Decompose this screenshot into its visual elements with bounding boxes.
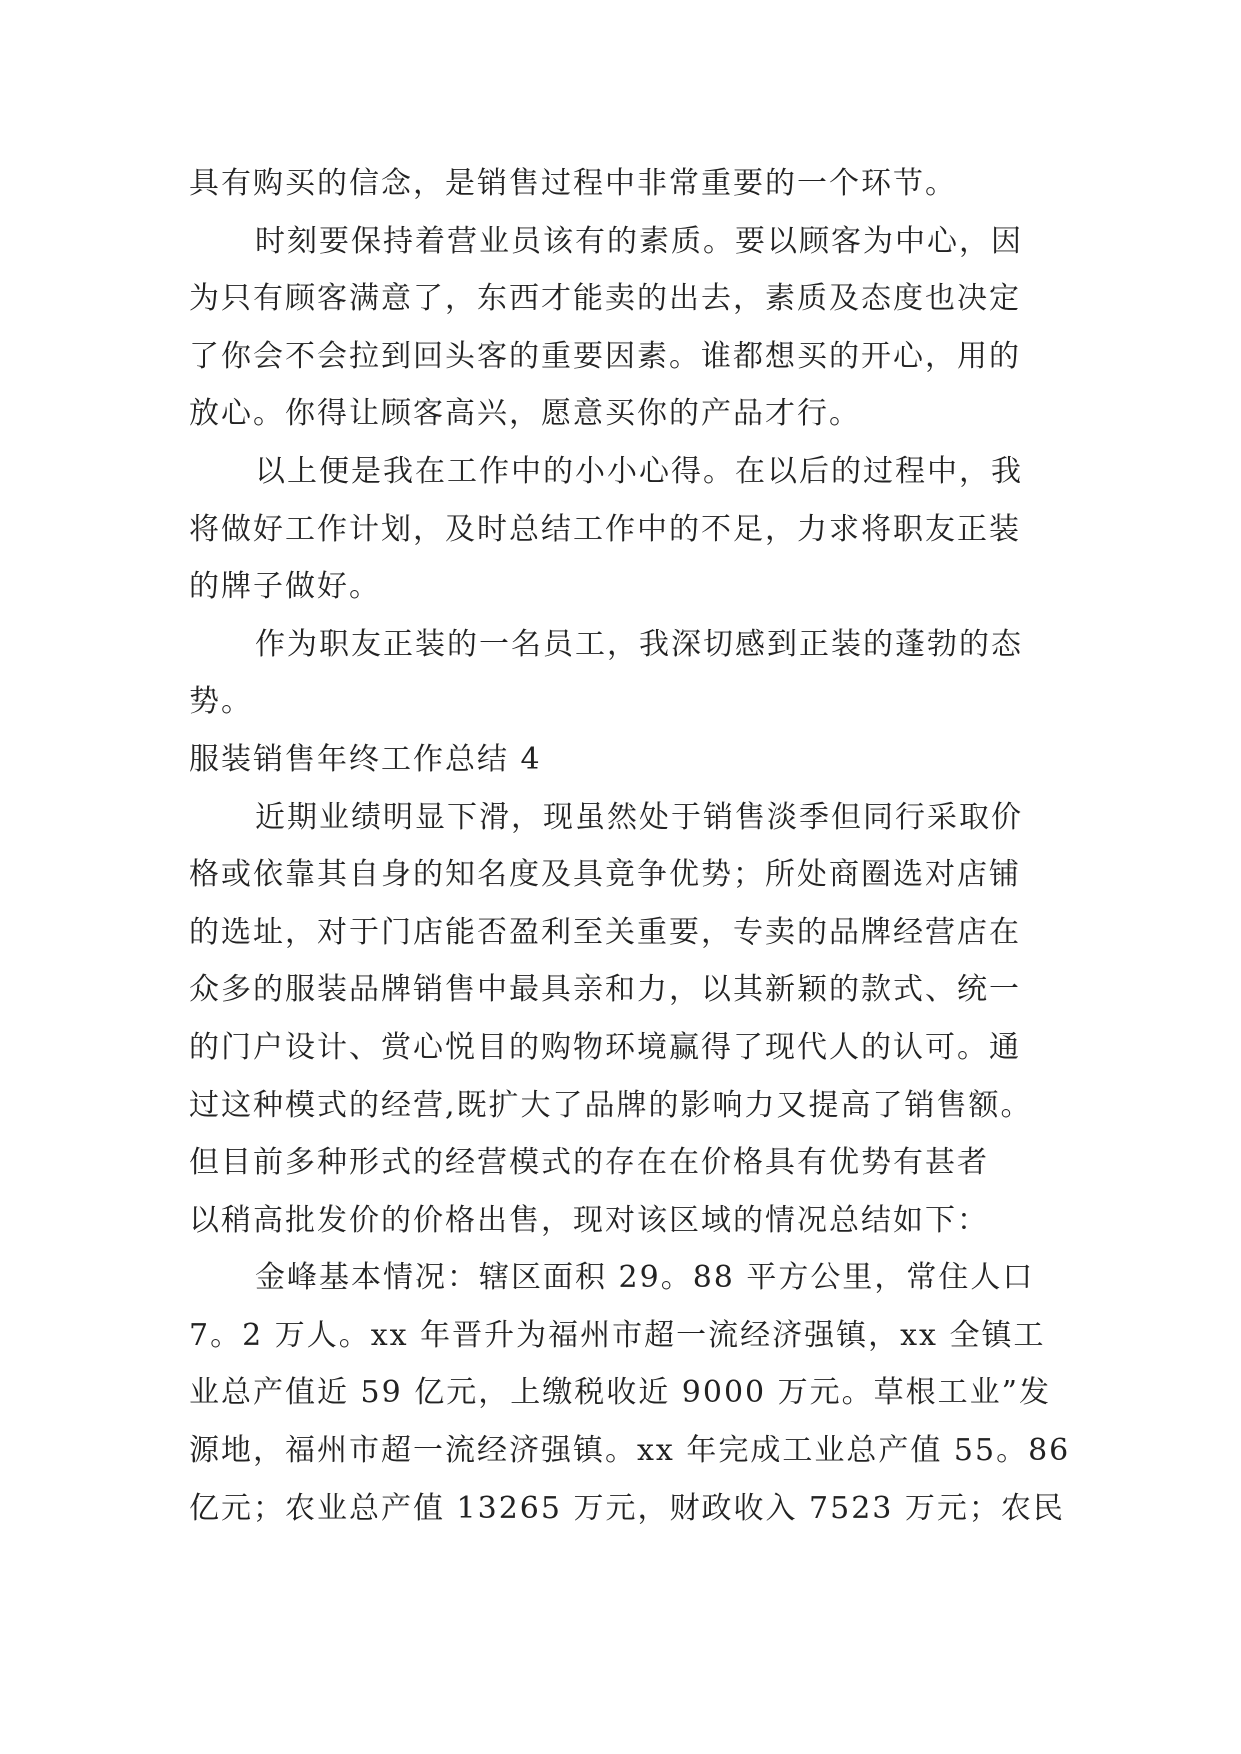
- text-line: 格或依靠其自身的知名度及具竟争优势；所处商圈选对店铺: [189, 857, 1021, 893]
- text-line: 时刻要保持着营业员该有的素质。要以顾客为中心，因: [255, 223, 1023, 259]
- text-line: 以上便是我在工作中的小小心得。在以后的过程中，我: [255, 453, 1023, 489]
- text-line: 众多的服装品牌销售中最具亲和力，以其新颖的款式、统一: [189, 972, 1021, 1008]
- text-line: 将做好工作计划，及时总结工作中的不足，力求将职友正装: [189, 511, 1021, 547]
- text-line: 金峰基本情况：辖区面积 29。88 平方公里，常住人口: [255, 1260, 1035, 1296]
- text-line: 的门户设计、赏心悦目的购物环境赢得了现代人的认可。通: [189, 1029, 1021, 1065]
- text-line: 近期业绩明显下滑，现虽然处于销售淡季但同行采取价: [255, 799, 1023, 835]
- text-line: 势。: [189, 684, 253, 720]
- text-line: 但目前多种形式的经营模式的存在在价格具有优势有甚者: [189, 1145, 989, 1181]
- text-line: 源地，福州市超一流经济强镇。xx 年完成工业总产值 55。86: [189, 1433, 1071, 1469]
- text-line: 放心。你得让顾客高兴，愿意买你的产品才行。: [189, 396, 861, 432]
- text-line: 作为职友正装的一名员工，我深切感到正装的蓬勃的态: [255, 626, 1023, 662]
- text-line: 7。2 万人。xx 年晋升为福州市超一流经济强镇，xx 全镇工: [189, 1317, 1046, 1353]
- text-line: 具有购买的信念，是销售过程中非常重要的一个环节。: [189, 166, 957, 201]
- document-body: [189, 155, 1071, 1537]
- text-line: 以稍高批发价的价格出售，现对该区域的情况总结如下：: [189, 1202, 989, 1238]
- text-line: 的选址，对于门店能否盈利至关重要，专卖的品牌经营店在: [189, 914, 1021, 950]
- text-line: 亿元；农业总产值 13265 万元，财政收入 7523 万元；农民: [189, 1490, 1065, 1526]
- text-line: 业总产值近 59 亿元，上缴税收近 9000 万元。草根工业”发: [189, 1375, 1052, 1411]
- text-line: 的牌子做好。: [189, 569, 381, 605]
- text-line: 为只有顾客满意了，东西才能卖的出去，素质及态度也决定: [189, 281, 1021, 317]
- text-line: 了你会不会拉到回头客的重要因素。谁都想买的开心，用的: [189, 338, 1021, 374]
- text-line: 服装销售年终工作总结 4: [189, 741, 542, 777]
- text-line: 过这种模式的经营,既扩大了品牌的影响力又提高了销售额。: [189, 1087, 1033, 1123]
